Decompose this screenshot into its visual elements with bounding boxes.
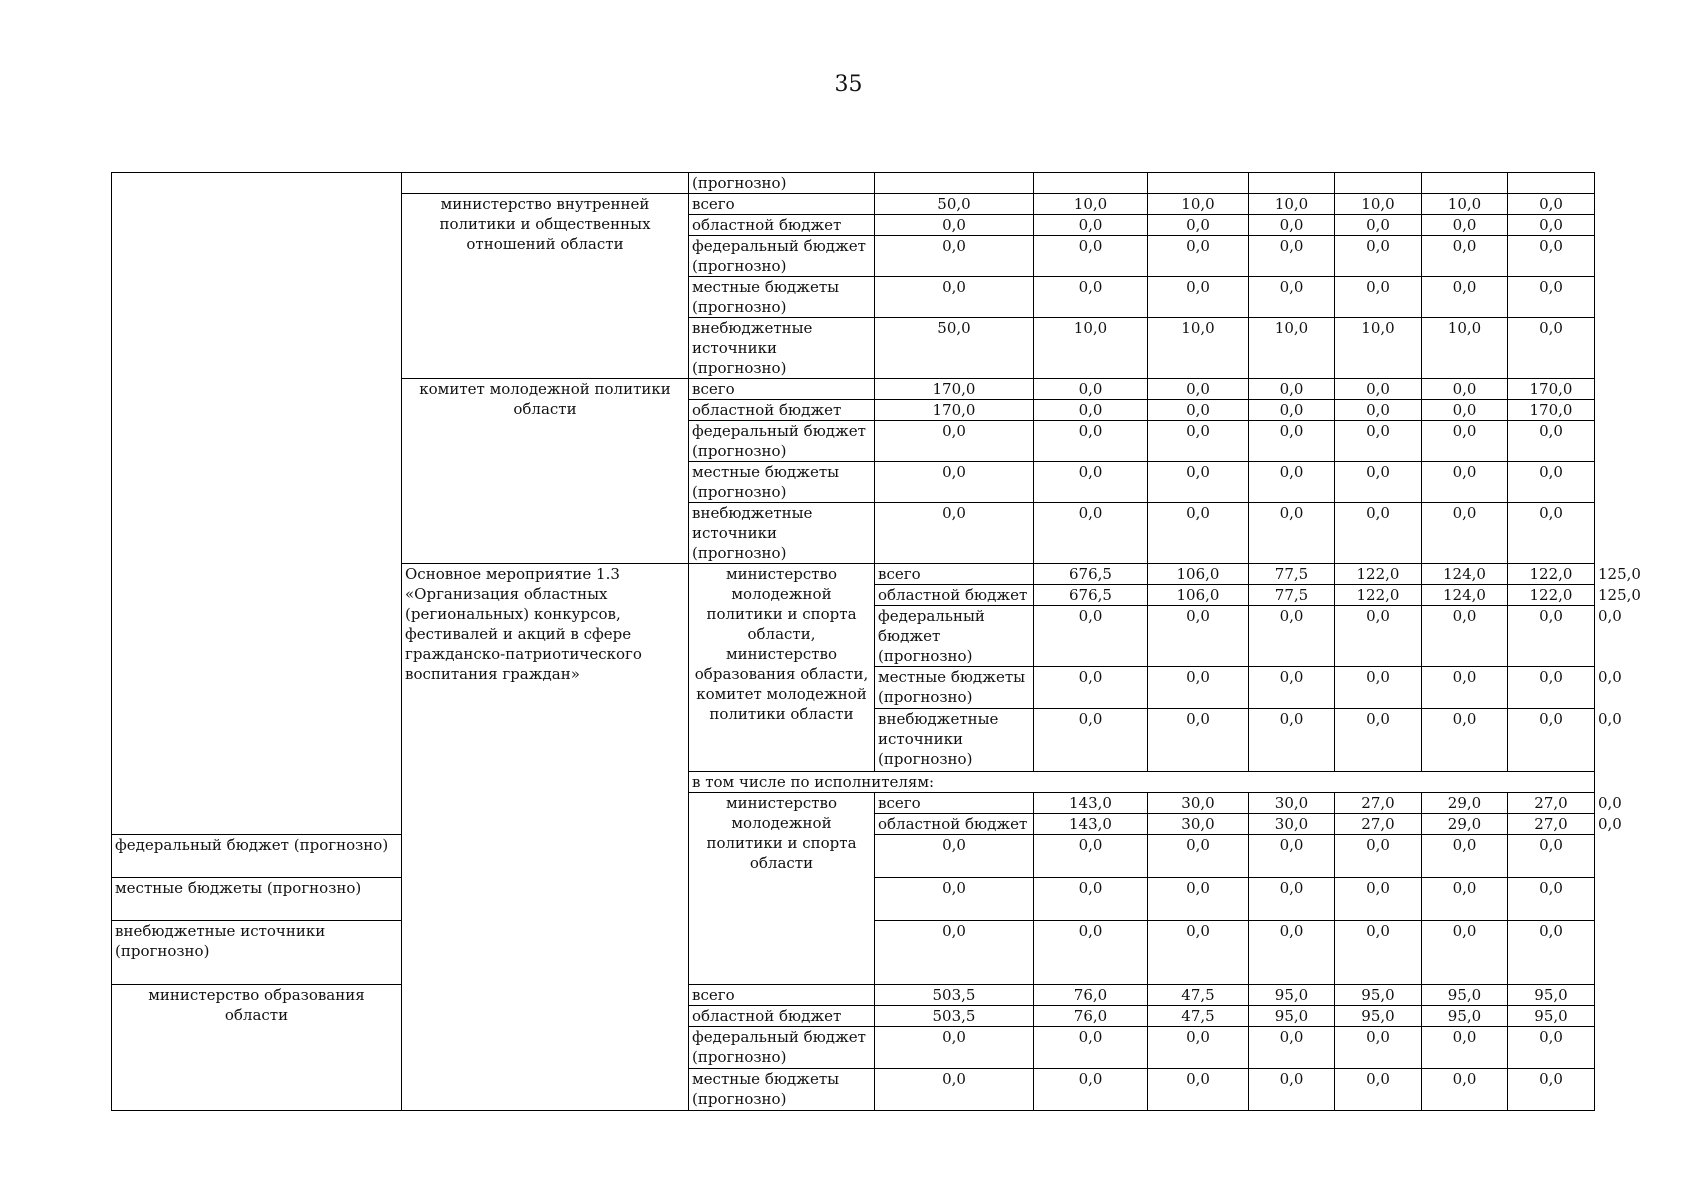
value-cell: 0,0 [1335, 503, 1422, 564]
value-cell: 0,0 [1148, 878, 1249, 921]
value-cell: 0,0 [1335, 379, 1422, 400]
value-cell: 0,0 [1034, 400, 1148, 421]
value-cell: 124,0 [1422, 564, 1508, 585]
table-row [112, 985, 1595, 1006]
value-cell: 0,0 [1335, 462, 1422, 503]
value-cell: 0,0 [1335, 421, 1422, 462]
value-cell: 0,0 [1508, 1069, 1595, 1111]
value-cell: 47,5 [1148, 985, 1249, 1006]
value-cell: 0,0 [1508, 215, 1595, 236]
value-cell: 95,0 [1422, 1006, 1508, 1027]
value-cell: 0,0 [1422, 277, 1508, 318]
value-cell: 0,0 [1422, 462, 1508, 503]
value-cell: 10,0 [1034, 194, 1148, 215]
value-cell: 0,0 [1034, 462, 1148, 503]
value-cell: 0,0 [1249, 215, 1335, 236]
value-cell: 10,0 [1335, 194, 1422, 215]
value-cell: 0,0 [1422, 503, 1508, 564]
value-cell: 0,0 [1508, 318, 1595, 379]
value-cell: 0,0 [1148, 215, 1249, 236]
value-cell: 27,0 [1508, 814, 1595, 835]
value-cell: 0,0 [1148, 421, 1249, 462]
value-cell: 0,0 [1422, 1027, 1508, 1069]
source-label: федеральный бюджет (прогнозно) [689, 1027, 875, 1069]
value-cell: 0,0 [875, 421, 1034, 462]
value-cell: 0,0 [1249, 878, 1335, 921]
value-cell: 122,0 [1335, 564, 1422, 585]
value-cell: 0,0 [1422, 606, 1508, 667]
value-cell: 0,0 [1508, 277, 1595, 318]
value-cell: 0,0 [1034, 503, 1148, 564]
value-cell: 0,0 [875, 1027, 1034, 1069]
value-cell: 10,0 [1148, 318, 1249, 379]
value-cell: 0,0 [1034, 236, 1148, 277]
source-label: федеральный бюджет (прогнозно) [689, 236, 875, 277]
value-cell: 0,0 [1249, 503, 1335, 564]
value-cell: 170,0 [1508, 379, 1595, 400]
value-cell: 0,0 [1034, 379, 1148, 400]
event-cell-empty [112, 173, 402, 835]
value-cell: 0,0 [1148, 400, 1249, 421]
source-label: внебюджетные источники (прогнозно) [689, 318, 875, 379]
value-cell: 10,0 [1148, 194, 1249, 215]
value-cell: 0,0 [1335, 400, 1422, 421]
source-label: областной бюджет [875, 814, 1034, 835]
value-cell: 0,0 [1148, 503, 1249, 564]
value-cell: 0,0 [1249, 835, 1335, 878]
value-cell: 0,0 [1148, 379, 1249, 400]
source-label: всего [689, 985, 875, 1006]
value-cell: 27,0 [1335, 793, 1422, 814]
value-cell: 95,0 [1249, 985, 1335, 1006]
source-label: всего [689, 194, 875, 215]
value-cell: 503,5 [875, 985, 1034, 1006]
value-cell: 0,0 [1148, 462, 1249, 503]
source-label: всего [875, 793, 1034, 814]
executor-cell: министерство молодежной политики и спорта области [689, 793, 875, 985]
value-cell: 143,0 [1034, 814, 1148, 835]
value-cell: 29,0 [1422, 814, 1508, 835]
source-label: областной бюджет [689, 400, 875, 421]
value-cell: 0,0 [1335, 1027, 1422, 1069]
source-label: местные бюджеты (прогнозно) [689, 1069, 875, 1111]
value-cell: 77,5 [1249, 564, 1335, 585]
section-label: в том числе по исполнителям: [689, 772, 1595, 793]
value-cell: 30,0 [1148, 814, 1249, 835]
value-cell: 0,0 [875, 277, 1034, 318]
value-cell: 0,0 [1508, 236, 1595, 277]
source-label: местные бюджеты (прогнозно) [875, 667, 1034, 709]
source-label: областной бюджет [875, 585, 1034, 606]
page-number: 35 [834, 72, 863, 97]
value-cell: 0,0 [1148, 921, 1249, 985]
source-label: местные бюджеты (прогнозно) [689, 277, 875, 318]
value-cell: 0,0 [1249, 277, 1335, 318]
value-cell: 0,0 [1508, 921, 1595, 985]
source-label: всего [689, 379, 875, 400]
value-cell: 0,0 [1249, 667, 1335, 709]
value-cell: 0,0 [1249, 1027, 1335, 1069]
value-cell: 0,0 [1148, 709, 1249, 772]
value-cell: 106,0 [1148, 585, 1249, 606]
value-cell: 10,0 [1422, 318, 1508, 379]
value-cell: 170,0 [1508, 400, 1595, 421]
value-cell: 0,0 [1508, 503, 1595, 564]
table-row: областной бюджет 676,5 106,0 77,5 122,0 124,0 122,0 125,0 [112, 585, 1595, 606]
value-cell: 0,0 [1335, 667, 1422, 709]
executor-cell-empty [402, 173, 689, 194]
value-cell: 0,0 [1422, 709, 1508, 772]
value-cell: 0,0 [1422, 400, 1508, 421]
source-label: областной бюджет [689, 1006, 875, 1027]
value-cell: 143,0 [1034, 793, 1148, 814]
table-row: министерство молодежной политики и спорта области всего 143,0 30,0 30,0 27,0 29,0 27,0 0,0 [112, 793, 1595, 814]
value-cell: 0,0 [1148, 667, 1249, 709]
value-cell: 0,0 [1034, 215, 1148, 236]
value-cell: 0,0 [875, 462, 1034, 503]
value-cell: 27,0 [1508, 793, 1595, 814]
value-cell: 122,0 [1508, 585, 1595, 606]
value-cell: 0,0 [1148, 236, 1249, 277]
value-cell: 0,0 [1148, 1069, 1249, 1111]
value-cell: 0,0 [1508, 462, 1595, 503]
value-cell: 0,0 [1335, 215, 1422, 236]
value-cell: 0,0 [1148, 1027, 1249, 1069]
value-cell: 30,0 [1249, 793, 1335, 814]
value-cell: 0,0 [1422, 1069, 1508, 1111]
value-cell: 0,0 [1335, 921, 1422, 985]
value-cell: 124,0 [1422, 585, 1508, 606]
value-cell: 0,0 [1335, 835, 1422, 878]
value-cell: 0,0 [875, 236, 1034, 277]
source-label: внебюджетные источники (прогнозно) [689, 503, 875, 564]
source-label: внебюджетные источники (прогнозно) [875, 709, 1034, 772]
executor-cell: министерство образования области [112, 985, 402, 1111]
value-cell: 27,0 [1335, 814, 1422, 835]
value-cell: 95,0 [1335, 985, 1422, 1006]
value-cell: 122,0 [1335, 585, 1422, 606]
table-row: федеральный бюджет (прогнозно) 0,0 0,0 0,0 0,0 0,0 0,0 0,0 [112, 606, 1595, 667]
value-cell: 0,0 [1508, 709, 1595, 772]
source-label: областной бюджет [689, 215, 875, 236]
value-cell: 0,0 [1335, 878, 1422, 921]
value-cell: 0,0 [1422, 921, 1508, 985]
value-cell: 0,0 [1508, 421, 1595, 462]
value-cell: 106,0 [1148, 564, 1249, 585]
table-row: областной бюджет 143,0 30,0 30,0 27,0 29,0 27,0 0,0 [112, 814, 1595, 835]
value-cell: 30,0 [1249, 814, 1335, 835]
value-cell: 10,0 [1034, 318, 1148, 379]
value-cell: 0,0 [1422, 667, 1508, 709]
source-label: внебюджетные источники (прогнозно) [112, 921, 402, 985]
source-label: местные бюджеты (прогнозно) [112, 878, 402, 921]
value-cell: 0,0 [1034, 421, 1148, 462]
value-cell: 29,0 [1422, 793, 1508, 814]
value-cell: 10,0 [1422, 194, 1508, 215]
value-cell: 0,0 [1422, 878, 1508, 921]
value-cell: 0,0 [1508, 878, 1595, 921]
value-cell: 10,0 [1335, 318, 1422, 379]
value-cell: 0,0 [1249, 462, 1335, 503]
value-cell: 0,0 [1034, 1069, 1148, 1111]
value-cell: 0,0 [1034, 606, 1148, 667]
value-cell: 95,0 [1335, 1006, 1422, 1027]
value-cell: 0,0 [875, 1069, 1034, 1111]
value-cell: 0,0 [1249, 400, 1335, 421]
table-row: Основное мероприятие 1.3 «Организация областных (региональных) конкурсов, фестивалей и акций в сфере гражданско-патриотического воспитания граждан» министерство молодежной политики и спорта области, министерство образования области, комитет молодежной политики области всего 676,5 106,0 77,5 122,0 124,0 122,0 125,0 [112, 564, 1595, 585]
value-cell: 0,0 [1249, 236, 1335, 277]
value-cell: 0,0 [1034, 835, 1148, 878]
executor-cell: министерство внутренней политики и общественных отношений области [402, 194, 689, 379]
value-cell: 0,0 [1034, 277, 1148, 318]
value-cell: 0,0 [1335, 709, 1422, 772]
value-cell: 0,0 [1034, 1027, 1148, 1069]
value-cell: 0,0 [1508, 606, 1595, 667]
source-label: всего [875, 564, 1034, 585]
value-cell: 0,0 [1249, 709, 1335, 772]
value-cell: 95,0 [1249, 1006, 1335, 1027]
event-cell: Основное мероприятие 1.3 «Организация областных (региональных) конкурсов, фестивалей и акций в сфере гражданско-патриотического воспитания граждан» [402, 564, 689, 1111]
source-label: федеральный бюджет (прогнозно) [875, 606, 1034, 667]
value-cell: 76,0 [1034, 1006, 1148, 1027]
value-cell: 95,0 [1508, 1006, 1595, 1027]
value-cell: 0,0 [1249, 421, 1335, 462]
value-cell: 170,0 [875, 400, 1034, 421]
value-cell: 0,0 [1335, 1069, 1422, 1111]
value-cell: 0,0 [875, 878, 1034, 921]
value-cell: 0,0 [1508, 667, 1595, 709]
value-cell: 122,0 [1508, 564, 1595, 585]
budget-table [111, 172, 1641, 1111]
value-cell: 77,5 [1249, 585, 1335, 606]
value-cell: 10,0 [1249, 194, 1335, 215]
value-cell: 0,0 [1508, 1027, 1595, 1069]
source-label: местные бюджеты (прогнозно) [689, 462, 875, 503]
value-cell: 0,0 [1148, 606, 1249, 667]
table-row [112, 173, 1595, 194]
table-row: внебюджетные источники (прогнозно) 0,0 0,0 0,0 0,0 0,0 0,0 0,0 [112, 709, 1595, 772]
value-cell: 95,0 [1508, 985, 1595, 1006]
value-cell: 50,0 [875, 194, 1034, 215]
value-cell: 76,0 [1034, 985, 1148, 1006]
executor-cell: комитет молодежной политики области [402, 379, 689, 564]
table-row: местные бюджеты (прогнозно) 0,0 0,0 0,0 0,0 0,0 0,0 0,0 [112, 667, 1595, 709]
value-cell: 0,0 [1034, 709, 1148, 772]
value-cell: 0,0 [1034, 921, 1148, 985]
value-cell: 10,0 [1249, 318, 1335, 379]
value-cell: 676,5 [1034, 564, 1148, 585]
value-cell: 0,0 [1148, 835, 1249, 878]
value-cell: 0,0 [1249, 921, 1335, 985]
value-cell: 0,0 [1335, 277, 1422, 318]
value-cell: 0,0 [1249, 606, 1335, 667]
value-cell: 0,0 [1508, 835, 1595, 878]
value-cell: 95,0 [1422, 985, 1508, 1006]
value-cell: 503,5 [875, 1006, 1034, 1027]
value-cell: 0,0 [1034, 878, 1148, 921]
value-cell: 0,0 [1422, 236, 1508, 277]
value-cell: 0,0 [875, 215, 1034, 236]
value-cell: 0,0 [875, 503, 1034, 564]
value-cell: 0,0 [1148, 277, 1249, 318]
source-label: (прогнозно) [689, 173, 875, 194]
value-cell: 0,0 [1422, 379, 1508, 400]
value-cell: 47,5 [1148, 1006, 1249, 1027]
source-label: федеральный бюджет (прогнозно) [689, 421, 875, 462]
value-cell: 0,0 [875, 921, 1034, 985]
value-cell: 0,0 [1249, 1069, 1335, 1111]
value-cell: 0,0 [1422, 421, 1508, 462]
value-cell: 0,0 [875, 835, 1034, 878]
value-cell: 0,0 [1422, 215, 1508, 236]
value-cell: 30,0 [1148, 793, 1249, 814]
source-label: федеральный бюджет (прогнозно) [112, 835, 402, 878]
value-cell: 676,5 [1034, 585, 1148, 606]
value-cell: 0,0 [1508, 194, 1595, 215]
value-cell: 0,0 [1335, 606, 1422, 667]
executor-cell: министерство молодежной политики и спорта области, министерство образования области, комитет молодежной политики области [689, 564, 875, 772]
value-cell: 0,0 [1249, 379, 1335, 400]
value-cell: 0,0 [1034, 667, 1148, 709]
value-cell: 0,0 [1335, 236, 1422, 277]
value-cell: 50,0 [875, 318, 1034, 379]
value-cell: 170,0 [875, 379, 1034, 400]
value-cell: 0,0 [1422, 835, 1508, 878]
